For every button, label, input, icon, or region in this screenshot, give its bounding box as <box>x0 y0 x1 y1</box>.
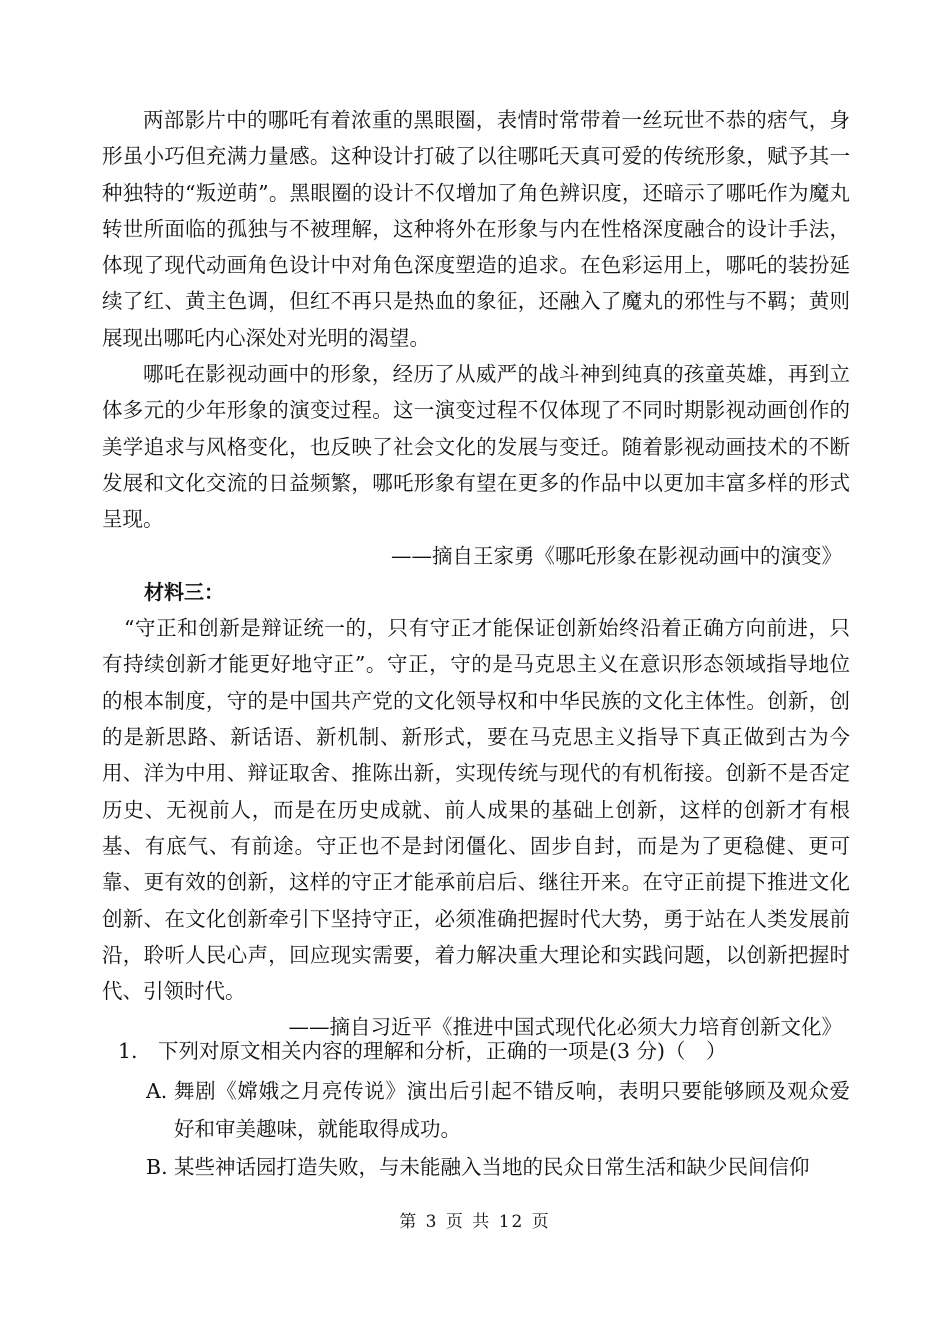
material2-paragraph-1: 两部影片中的哪吒有着浓重的黑眼圈，表情时常带着一丝玩世不恭的痞气，身形虽小巧但充满力量感。这种设计打破了以往哪吒天真可爱的传统形象，赋予其一种独特的“叛逆萌”。黑眼圈的设计不仅增加了角色辨识度，还暗示了哪吒作为魔丸转世所面临的孤独与不被理解，这种将外在形象与内在性格深度融合的设计手法，体现了现代动画角色设计中对角色深度塑造的追求。在色彩运用上，哪吒的装扮延续了红、黄主色调，但红不再只是热血的象征，还融入了魔丸的邪性与不羁；黄则展现出哪吒内心深处对光明的渴望。 <box>102 108 850 350</box>
material2-attribution: ——摘自王家勇《哪吒形象在影视动画中的演变》 <box>391 543 842 568</box>
question-1 <box>102 1030 850 1186</box>
material3-paragraph: “守正和创新是辩证统一的，只有守正才能保证创新始终沿着正确方向前进，只有持续创新才能更好地守正”。守正，守的是马克思主义在意识形态领域指导地位的根本制度，守的是中国共产党的文化领导权和中华民族的文化主体性。创新，创的是新思路、新话语、新机制、新形式，要在马克思主义指导下真正做到古为今用、洋为中用、辩证取舍、推陈出新，实现传统与现代的有机衔接。创新不是否定历史、无视前人，而是在历史成就、前人成果的基础上创新，这样的创新才有根基、有底气、有前途。守正也不是封闭僵化、固步自封，而是为了更稳健、更可靠、更有效的创新，这样的守正才能承前启后、继往开来。在守正前提下推进文化创新、在文化创新牵引下坚持守正，必须准确把握时代大势，勇于站在人类发展前沿，聆听人民心声，回应现实需要，着力解决重大理论和实践问题，以创新把握时代、引领时代。 <box>102 616 850 1004</box>
question-stem <box>102 1030 850 1072</box>
question-text: 下列对原文相关内容的理解和分析，正确的一项是(3 分)（ ） <box>158 1039 727 1063</box>
option-text: 舞剧《嫦娥之月亮传说》演出后引起不错反响，表明只要能够顾及观众爱好和审美趣味，就能取得成功。 <box>174 1079 850 1141</box>
option-letter: A. <box>146 1079 168 1103</box>
material3-heading: 材料三： <box>144 579 224 604</box>
option-text: 某些神话园打造失败，与未能融入当地的民众日常生活和缺少民间信仰 <box>174 1155 810 1179</box>
page-number-footer: 第 3 页 共 12 页 <box>399 1212 551 1232</box>
option-letter: B. <box>146 1155 168 1179</box>
material2-paragraph-2: 哪吒在影视动画中的形象，经历了从威严的战斗神到纯真的孩童英雄，再到立体多元的少年形象的演变过程。这一演变过程不仅体现了不同时期影视动画创作的美学追求与风格变化，也反映了社会文化的发展与变迁。随着影视动画技术的不断发展和文化交流的日益频繁，哪吒形象有望在更多的作品中以更加丰富多样的形式呈现。 <box>102 362 850 532</box>
option-b <box>102 1148 850 1186</box>
material3-attribution: ——摘自习近平《推进中国式现代化必须大力培育创新文化》 <box>288 1015 842 1040</box>
question-number: 1. <box>118 1039 138 1063</box>
option-a <box>102 1072 850 1148</box>
reading-material <box>102 102 850 1046</box>
